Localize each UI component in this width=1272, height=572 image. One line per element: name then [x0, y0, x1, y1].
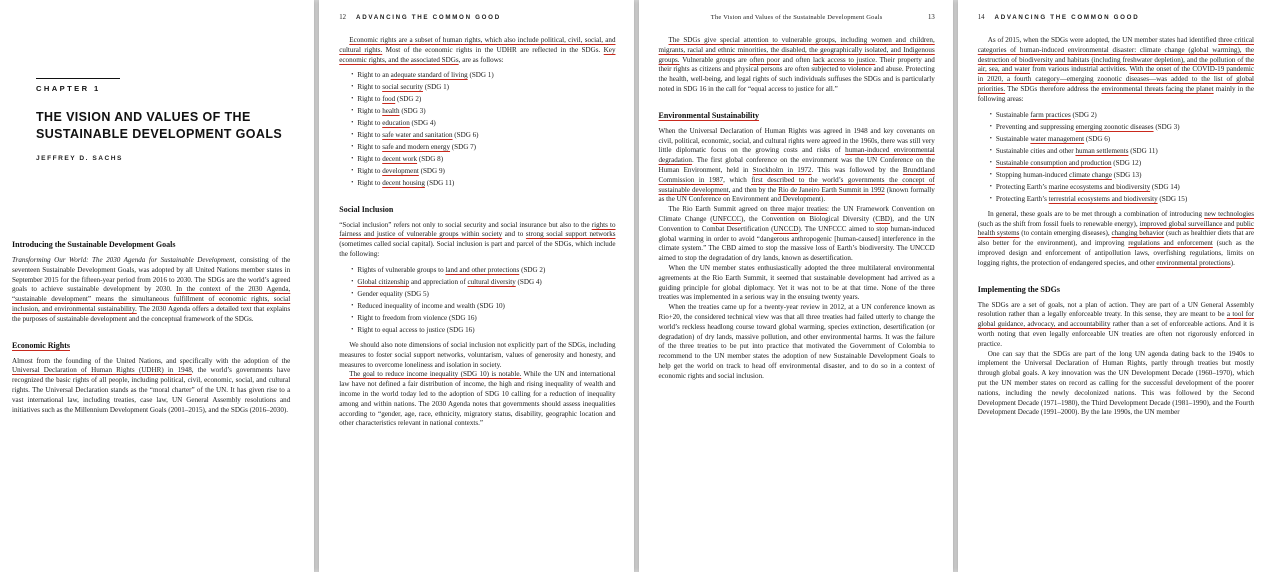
red-underline-annotation: adequate standard of living: [390, 71, 468, 80]
bullet-item: [351, 119, 615, 128]
paragraph: [12, 256, 290, 325]
red-underline-annotation: water management: [1030, 134, 1085, 143]
text-run: ), the Convention on Biological Diversity (: [741, 214, 876, 223]
bullet-item: [351, 131, 615, 140]
red-underline-annotation: first described to the world’s governments the concept of sustainable development: [658, 175, 935, 194]
red-underline-annotation: climate change: [1069, 170, 1112, 179]
text-run: The 2030 Agenda offers a detailed text that explains the purposes of sustainable development and the conceptual framework of the SDGs.: [12, 304, 291, 323]
paragraph: [659, 127, 935, 205]
text-run: (SDG 11): [1128, 146, 1158, 155]
paragraph: [978, 301, 1254, 350]
bullet-icon: •: [351, 132, 354, 139]
red-underline-annotation: three major treaties: [770, 205, 828, 214]
red-underline-annotation: food: [382, 95, 396, 104]
page-body: [12, 78, 290, 415]
text-run: (SDG 2): [395, 95, 422, 104]
red-underline-annotation: land and other protections: [445, 265, 520, 274]
text-run: Right to: [357, 143, 383, 152]
bullet-text: [996, 135, 1110, 144]
text-run: Vulnerable groups are: [679, 55, 750, 64]
red-underline-annotation: Economic Rights: [12, 340, 70, 350]
text-run: (to contain emerging diseases),: [1019, 229, 1112, 238]
paragraph: [339, 221, 615, 260]
red-underline-annotation: health: [382, 107, 400, 116]
red-underline-annotation: Brundtland Commission in 1987: [658, 165, 935, 184]
text-run: (SDG 2): [519, 265, 546, 274]
red-underline-annotation: terrestrial ecosystems and biodiversity: [1048, 194, 1158, 203]
text-run: ).: [1230, 258, 1235, 267]
text-run: rather than a set of enforceable actions. And it is worth noting that even legally enforceable UN treaties are often not rigorously enforced in practice.: [977, 320, 1254, 348]
red-underline-annotation: decent work: [382, 155, 418, 164]
bullet-icon: •: [989, 147, 992, 154]
red-underline-annotation: regulations and enforcement: [1128, 239, 1213, 248]
red-underline-annotation: Global citizenship: [357, 277, 410, 286]
text-run: and: [1222, 219, 1237, 228]
text-run: (SDG 4): [409, 119, 436, 128]
text-run: Right to freedom from violence (SDG 16): [357, 313, 477, 322]
text-run: Right to an: [357, 71, 391, 80]
bullet-item: [351, 83, 615, 92]
red-underline-annotation: CBD: [875, 214, 890, 223]
red-underline-annotation: Key economic rights, and the associated SDGs: [339, 45, 616, 64]
bullet-item: [351, 179, 615, 188]
page-12: [319, 0, 633, 572]
red-underline-annotation: decent housing: [382, 179, 425, 188]
text-run: (SDG 14): [1150, 182, 1180, 191]
bullet-icon: •: [351, 84, 354, 91]
red-underline-annotation: Economic rights are a subset of human rights, which also include political, civil, social, and cultural rights.: [339, 36, 616, 54]
bullet-item: [351, 107, 615, 116]
bullet-text: [357, 83, 449, 92]
bullet-item: [990, 147, 1254, 156]
bullet-icon: •: [351, 72, 354, 79]
bullet-icon: •: [351, 278, 354, 285]
text-run: from various industrial activities.: [1030, 65, 1130, 74]
bullet-item: [351, 95, 615, 104]
bullet-item: [351, 314, 615, 323]
bullet-icon: •: [351, 108, 354, 115]
bullet-text: [357, 155, 443, 164]
text-run: (such as the improved design and enforcement of antipollution laws, overfishing regulations, limits on logging rights, the protection of endangered species, and other: [977, 239, 1255, 267]
text-run: Right to: [357, 107, 383, 116]
red-underline-annotation: Stockholm in 1972: [752, 165, 812, 174]
page-body: [659, 36, 935, 382]
text-run: (sometimes called social capital). Social inclusion is part and parcel of the SDGs, which include the following:: [339, 240, 616, 258]
text-run: , consisting of the seventeen Sustainable Development Goals, was adopted by all United Nations member states in September 2015 for the fifteen-year period from 2016 to 2030. The SDGs are the world’s agreed goals to achieve sustainable development by 2030.: [12, 256, 291, 294]
text-run: (SDG 1): [422, 83, 449, 92]
bullet-item: [351, 71, 615, 80]
text-run: Preventing and suppressing: [995, 122, 1076, 131]
section-heading: [12, 240, 290, 249]
paragraph: [659, 303, 935, 381]
bullet-icon: •: [989, 135, 992, 142]
page-14: [958, 0, 1272, 572]
red-underline-annotation: UNFCCC: [712, 214, 742, 223]
text-run: and to: [502, 230, 526, 239]
bullet-text: [357, 266, 545, 275]
text-run: Rights of vulnerable groups to: [357, 265, 446, 274]
paragraph: [339, 341, 615, 370]
chapter-label: CHAPTER 1: [36, 84, 101, 93]
author-name: JEFFREY D. SACHS: [36, 155, 123, 162]
text-run: One can say that the SDGs are part of the long UN agenda dating back to the 1940s to implement the Universal Declaration of Human Rights, partly through treaties but mostly through global goals. A key innovation was the UN Development Decade (1960–1970), which put the UN member states on record as calling for the successful development of the poorer nations, including the newly decolonized nations. This was followed by the Second Development Decade (1971–1980), the Third Development Decade (1981–1990), and the Fourth Development Decade (1991–2000). By the late 1990s, the UN member: [977, 349, 1254, 417]
red-underline-annotation: lack access to justice: [812, 55, 876, 64]
bullet-item: [351, 290, 615, 299]
bullet-item: [990, 159, 1254, 168]
bullet-icon: •: [351, 314, 354, 321]
bullet-text: [357, 95, 421, 104]
page-body: [978, 36, 1254, 418]
text-run: . The first global conference on the environment was the UN Conference on the Human Environment, held in: [658, 156, 935, 174]
bullet-icon: •: [351, 96, 354, 103]
text-run: (SDG 11): [424, 179, 455, 188]
running-title: ADVANCING THE COMMON GOOD: [356, 14, 501, 21]
text-run: ). The UNFCCC aimed to stop human-induced global warming in order to avoid “dangerous anthropogenic [human-caused] interference in the climate system.” The CBD aimed to stop the massive loss of Earth’s biodiversity. The UNCCD aimed to stop the degradation of dry lands, known as desertification.: [658, 224, 935, 263]
paragraph: [978, 210, 1254, 269]
text-run: (SDG 6): [452, 131, 479, 140]
bullet-text: [357, 71, 493, 80]
red-underline-annotation: farm practices: [1030, 110, 1071, 119]
chapter-rule: [36, 78, 120, 79]
bullet-icon: •: [351, 326, 354, 333]
text-run: (SDG 4): [515, 277, 542, 286]
bullet-text: [357, 179, 454, 188]
red-underline-annotation: Sustainable consumption and production: [995, 158, 1112, 167]
bullet-list: [351, 71, 615, 188]
red-underline-annotation: development: [382, 167, 419, 176]
text-run: Right to: [357, 95, 383, 104]
bullet-text: [996, 111, 1097, 120]
text-run: , are as follows:: [458, 55, 504, 64]
red-underline-annotation: changing behavior: [1111, 229, 1165, 238]
paragraph: [659, 264, 935, 303]
bullet-item: [351, 167, 615, 176]
section-heading: [659, 111, 935, 120]
page-number: 14: [977, 14, 985, 21]
text-run: (SDG 8): [417, 155, 444, 164]
bullet-icon: •: [351, 120, 354, 127]
paragraph: [978, 350, 1254, 419]
bullet-text: [357, 167, 445, 176]
bullet-text: [357, 131, 478, 140]
text-run: (SDG 15): [1157, 194, 1188, 203]
text-run: We should also note dimensions of social inclusion not explicitly part of the SDGs, including measures to foster social support networks, voluntarism, values of generosity and honesty, and measures to overcome loneliness and isolation in society.: [339, 340, 616, 369]
section-heading: [978, 285, 1254, 294]
bullet-item: [990, 135, 1254, 144]
page-body: [339, 36, 615, 429]
text-run: Gender equality (SDG 5): [357, 289, 429, 298]
text-run: Sustainable: [995, 110, 1031, 119]
text-run: The SDGs are a set of goals, not a plan of action. They are part of a UN General Assembly resolution rather than a legally enforceable treaty. In this sense, they are meant to be: [977, 300, 1254, 319]
text-run: Protecting Earth’s: [995, 194, 1049, 203]
bullet-list: [990, 111, 1254, 204]
text-run: (SDG 9): [418, 167, 445, 176]
bullet-icon: •: [351, 180, 354, 187]
bullet-list: [351, 266, 615, 335]
text-run: , which: [723, 175, 752, 184]
bullet-item: [351, 326, 615, 335]
red-underline-annotation: social security: [382, 83, 423, 92]
bullet-text: [357, 278, 541, 287]
text-run: (SDG 13): [1111, 170, 1142, 179]
red-underline-annotation: rights to fairness and justice of vulnerable groups within society: [339, 220, 616, 239]
page-chapter-opening: [0, 0, 314, 572]
bullet-text: [996, 123, 1180, 132]
bullet-item: [351, 278, 615, 287]
bullet-item: [990, 123, 1254, 132]
bullet-item: [990, 111, 1254, 120]
bullet-icon: •: [989, 123, 992, 130]
text-run: Right to: [357, 131, 383, 140]
bullet-item: [990, 171, 1254, 180]
text-run: Most of the economic rights in the UDHR are reflected in the SDGs.: [382, 45, 604, 54]
bullet-item: [990, 195, 1254, 204]
text-run: and often: [779, 55, 813, 64]
paragraph: [978, 36, 1254, 105]
page-13: [639, 0, 953, 572]
red-underline-annotation: The SDGs give special attention to vulnerable groups, including women and children, migrants, racial and ethnic minorities, the disabled, the geographically isolated, and Indigenous groups.: [658, 36, 935, 64]
red-underline-annotation: education: [382, 119, 410, 128]
red-underline-annotation: Universal Declaration of Human Rights (UDHR) in 1948: [12, 366, 192, 375]
text-run: , and then by the: [728, 185, 779, 194]
bullet-icon: •: [351, 144, 354, 151]
text-run: Almost from the founding of the United Nations, and specifically with the adoption of the: [12, 356, 291, 365]
red-underline-annotation: UNCCD: [773, 224, 799, 233]
text-run: Protecting Earth’s: [995, 182, 1049, 191]
red-underline-annotation: three critical categories of human-induced environmental disaster: climate change (global warming), the destruction of biodiversity and habitats (including freshwater depletion), and the pollution of the air, sea, and water: [977, 36, 1254, 74]
paragraph: [339, 36, 615, 65]
bullet-icon: •: [351, 156, 354, 163]
text-run: Right to: [357, 119, 383, 128]
text-run: Right to: [357, 167, 383, 176]
bullet-text: [996, 183, 1180, 192]
red-underline-annotation: strong social support networks: [525, 230, 616, 239]
red-underline-annotation: often poor: [749, 55, 780, 64]
bullet-text: [357, 119, 435, 128]
text-run: : the UN Framework Convention on Climate Change (: [658, 205, 935, 223]
section-heading: [12, 341, 290, 350]
text-run: When the UN member states enthusiastically adopted the three multilateral environmental agreements at the Rio Earth Summit, it seemed that sustainable development had arrived as a guiding principle for global diplomacy. Yet it was not to be at that time. None of the three treaties was implemented in a serious way in the ensuing twenty years.: [658, 263, 935, 302]
text-run: When the Universal Declaration of Human Rights was agreed in 1948 and key covenants on civil, political, economic, social, and cultural rights were agreed in the 1960s, there was still very little diplomatic focus on the growing costs and risks of: [658, 126, 935, 155]
text-run: The SDGs therefore address the: [1005, 84, 1102, 93]
text-run: “Social inclusion” refers not only to social security and social insurance but also to the: [339, 220, 592, 229]
red-underline-annotation: human settlements: [1075, 146, 1129, 155]
paragraph: [659, 205, 935, 264]
running-header: [659, 14, 935, 21]
text-run: (SDG 6): [1084, 134, 1111, 143]
text-run: While the UN and international law have not defined a fair distribution of income, the high and rising inequality of wealth and income in the world today led to the adoption of SDG 10 calling for a reduction of inequality among and within nations. The 2030 Agenda notes that governments should assess inequalities according to “gender, age, race, ethnicity, migratory status, disability, geographic location and other characteristics relevant in national contexts.”: [339, 370, 616, 428]
text-run: Introducing the Sustainable Development Goals: [12, 240, 176, 249]
red-underline-annotation: Environmental Sustainability: [658, 110, 760, 120]
text-run: Right to equal access to justice (SDG 16): [357, 325, 475, 334]
text-run: , the world’s governments have recognized the basic rights of all people, including political, civil, economic, social, and cultural rights. The Universal Declaration stands as the “moral charter” of the UN. It has given rise to a vast international law, including treaties, case law, UN General Assembly resolutions and initiatives such as the Millennium Development Goals (2001–2015), and the SDGs (2016–2030).: [12, 366, 291, 414]
bullet-item: [351, 302, 615, 311]
bullet-text: [996, 195, 1187, 204]
red-underline-annotation: Rio de Janeiro Earth Summit in 1992: [778, 185, 885, 194]
text-run: Implementing the SDGs: [977, 284, 1060, 294]
text-run: (such as the shift from fossil fuels to renewable energy),: [977, 219, 1140, 228]
section-heading: [339, 205, 615, 214]
text-run: (known formally as the UN Conference on Environment and Development).: [658, 185, 935, 204]
red-underline-annotation: safe and modern energy: [382, 143, 451, 152]
text-run: ), and the UN Convention to Combat Desertification (: [658, 214, 935, 233]
red-underline-annotation: human-induced environmental degradation: [658, 146, 935, 165]
bullet-icon: •: [989, 159, 992, 166]
text-run: (SDG 3): [1153, 122, 1180, 131]
chapter-block: [12, 78, 290, 93]
red-underline-annotation: a tool for global guidance, advocacy, and accountability: [977, 310, 1254, 329]
text-run: (SDG 7): [450, 143, 477, 152]
chapter-title: THE VISION AND VALUES OF THE SUSTAINABLE DEVELOPMENT GOALS: [36, 110, 283, 141]
bullet-text: [357, 143, 476, 152]
bullet-icon: •: [989, 171, 992, 178]
text-run: . Their property and their rights as citizens and physical persons are often subjected to violence and abuse. Protecting the health, well-being, and legal rights of such individuals suffuses the SDGs and is particularly noted in SDG 16 in the call for “equal access to justice for all.”: [658, 55, 935, 93]
text-run: Social Inclusion: [339, 204, 394, 214]
red-underline-annotation: The goal to reduce income inequality (SDG 10) is notable.: [349, 370, 522, 379]
bullet-item: [351, 266, 615, 275]
bullet-text: [357, 302, 505, 311]
text-run: Right to: [357, 179, 383, 188]
text-run: (SDG 2): [1070, 110, 1097, 119]
bullet-text: [357, 326, 474, 335]
text-run: As of 2015, when the SDGs were adopted, the UN member states had identified: [987, 36, 1219, 44]
text-run: (such as healthier diets that are also better for the environment), and improving: [977, 229, 1254, 248]
text-run: Transforming Our World: The 2030 Agenda for Sustainable Development: [12, 256, 235, 264]
bullet-item: [351, 155, 615, 164]
text-run: (SDG 1): [467, 71, 494, 80]
text-run: In general, these goals are to be met through a combination of introducing: [987, 209, 1205, 218]
text-run: (SDG 12): [1111, 158, 1142, 167]
text-run: Sustainable: [995, 134, 1031, 143]
text-run: Reduced inequality of income and wealth (SDG 10): [357, 301, 505, 310]
running-title: ADVANCING THE COMMON GOOD: [994, 14, 1140, 21]
bullet-icon: •: [351, 266, 354, 273]
red-underline-annotation: public health systems: [977, 219, 1254, 238]
red-underline-annotation: marine ecosystems and biodiversity: [1048, 182, 1151, 191]
red-underline-annotation: environmental threats facing the planet: [1101, 84, 1214, 93]
bullet-text: [357, 107, 425, 116]
red-underline-annotation: cultural diversity: [467, 277, 516, 286]
text-run: mainly in the following areas:: [977, 84, 1254, 103]
text-run: Right to: [357, 83, 383, 92]
bullet-text: [996, 159, 1141, 168]
text-run: When the treaties came up for a twenty-year review in 2012, at a UN conference known as Rio+20, the considered technical view was that all three treaties had failed utterly to change the world’s reckless headlong course toward global warming, species extinction, desertification (or degradation) of dry lands, massive pollution, and other environmental harms. It was the failure of the three treaties to be put into practice that motivated the Government of Colombia to recommend to the UN member states the adoption of new Sustainable Development Goals to help get the world on track to head off environmental disaster, and to do so in a context of economic rights and social inclusion.: [658, 303, 935, 380]
bullet-icon: •: [989, 195, 992, 202]
red-underline-annotation: safe water and sanitation: [382, 131, 453, 140]
text-run: Right to: [357, 155, 383, 164]
red-underline-annotation: emerging zoonotic diseases: [1075, 122, 1154, 131]
text-run: Stopping human-induced: [995, 170, 1070, 179]
red-underline-annotation: environmental protections: [1156, 258, 1231, 267]
text-run: The Rio Earth Summit agreed on: [668, 205, 771, 214]
paragraph: [659, 36, 935, 95]
bullet-item: [351, 143, 615, 152]
red-underline-annotation: With the onset of the COVID-19 pandemic in 2020, a fourth category—emerging zoonotic diseases—was added to the list of global priorities.: [977, 65, 1254, 93]
page-number: 13: [927, 14, 935, 21]
bullet-text: [357, 314, 476, 323]
running-header: [339, 14, 615, 21]
page-number: 12: [339, 14, 347, 21]
paragraph: [339, 370, 615, 429]
bullet-text: [996, 147, 1158, 156]
bullet-item: [990, 183, 1254, 192]
red-underline-annotation: improved global surveillance: [1139, 219, 1223, 228]
running-title: The Vision and Values of the Sustainable Development Goals: [710, 14, 883, 21]
paragraph: [12, 357, 290, 416]
bullet-icon: •: [351, 290, 354, 297]
text-run: and appreciation of: [409, 277, 468, 286]
bullet-text: [996, 171, 1142, 180]
text-run: Sustainable cities and other: [995, 146, 1076, 155]
bullet-text: [357, 290, 429, 299]
bullet-icon: •: [989, 183, 992, 190]
red-underline-annotation: In the context of the 2030 Agenda, “sustainable development” means the simultaneous fulfillment of economic rights, social inclusion, and environmental sustainability.: [12, 285, 291, 313]
text-run: (SDG 3): [399, 107, 426, 116]
bullet-icon: •: [989, 111, 992, 118]
bullet-icon: •: [351, 302, 354, 309]
text-run: . This was followed by the: [811, 165, 903, 174]
red-underline-annotation: new technologies: [1204, 209, 1254, 218]
bullet-icon: •: [351, 168, 354, 175]
running-header: [978, 14, 1254, 21]
